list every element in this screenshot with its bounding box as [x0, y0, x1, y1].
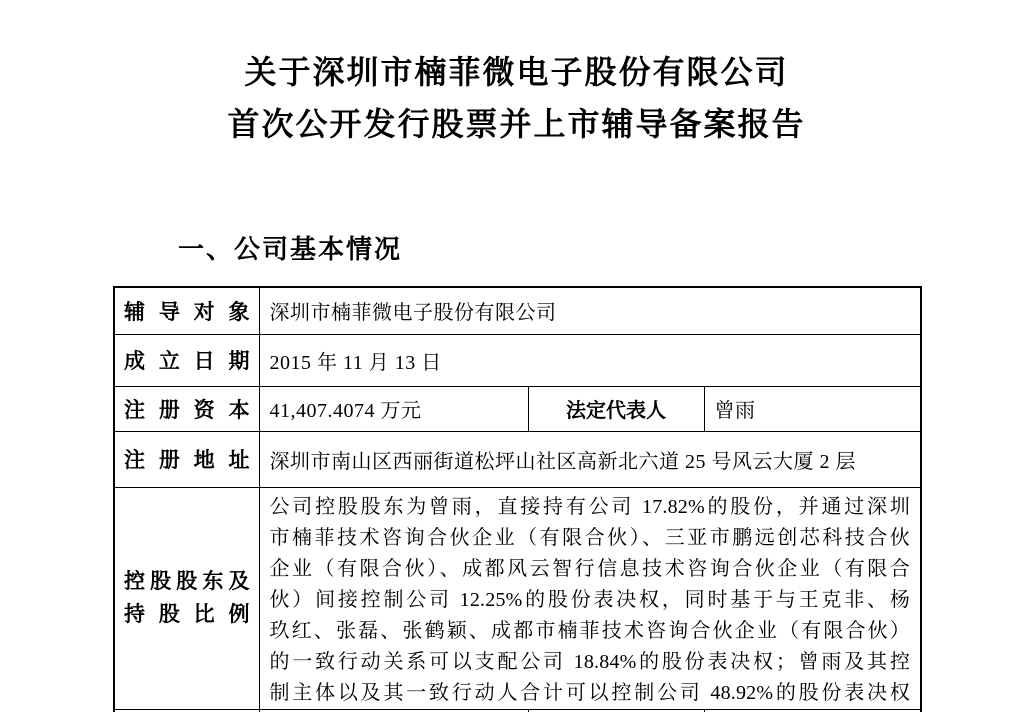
establishment-date-label: 成立日期	[124, 349, 250, 373]
paragraph-line: 企业（有限合伙）、成都风云智行信息技术咨询合伙企业（有限合	[269, 557, 911, 580]
legal-representative-label: 法定代表人	[528, 386, 704, 431]
table-row-registered-capital	[114, 386, 921, 431]
controlling-shareholder-label-line-1: 控股股东及	[124, 569, 250, 593]
table-row-controlling-shareholder	[114, 487, 921, 709]
controlling-shareholder-label-line-2: 持股比例	[124, 602, 250, 626]
counseling-target-value: 深圳市楠菲微电子股份有限公司	[259, 287, 921, 334]
establishment-date-value: 2015 年 11 月 13 日	[259, 334, 921, 386]
controlling-shareholder-label-cell	[114, 487, 259, 709]
paragraph-line: 的一致行动关系可以支配公司 18.84%的股份表决权；曾雨及其控	[269, 650, 911, 673]
controlling-shareholder-label	[124, 565, 250, 631]
document-title-line-1: 关于深圳市楠菲微电子股份有限公司	[244, 54, 789, 90]
registered-address-label: 注册地址	[124, 448, 250, 472]
document-title	[113, 46, 920, 150]
company-info-table	[113, 286, 922, 712]
controlling-shareholder-paragraph	[259, 487, 921, 709]
registered-address-label-cell	[114, 431, 259, 487]
counseling-target-label-cell	[114, 287, 259, 334]
document-title-line-2: 首次公开发行股票并上市辅导备案报告	[227, 106, 806, 142]
paragraph-line: 玖红、张磊、张鹤颖、成都市楠菲技术咨询合伙企业（有限合伙）	[269, 619, 911, 642]
legal-representative-value: 曾雨	[704, 386, 921, 431]
establishment-date-label-cell	[114, 334, 259, 386]
paragraph-line: 制主体以及其一致行动人合计可以控制公司 48.92%的股份表决权	[269, 681, 911, 704]
counseling-target-label: 辅导对象	[124, 299, 250, 324]
table-row-establishment-date	[114, 334, 921, 386]
paragraph-line: 市楠菲技术咨询合伙企业（有限合伙）、三亚市鹏远创芯科技合伙	[269, 526, 911, 549]
paragraph-line: 公司控股股东为曾雨，直接持有公司 17.82%的股份，并通过深圳	[269, 495, 911, 518]
section-heading: 一、公司基本情况	[178, 234, 403, 264]
registered-address-value: 深圳市南山区西丽街道松坪山社区高新北六道 25 号风云大厦 2 层	[259, 431, 921, 487]
paragraph-line: 伙）间接控制公司 12.25%的股份表决权，同时基于与王克非、杨	[269, 588, 911, 611]
table-row-registered-address	[114, 431, 921, 487]
registered-capital-label: 注册资本	[124, 397, 250, 422]
registered-capital-value: 41,407.4074 万元	[259, 386, 528, 431]
registered-capital-label-cell	[114, 386, 259, 431]
table-row-counseling-target	[114, 287, 921, 334]
